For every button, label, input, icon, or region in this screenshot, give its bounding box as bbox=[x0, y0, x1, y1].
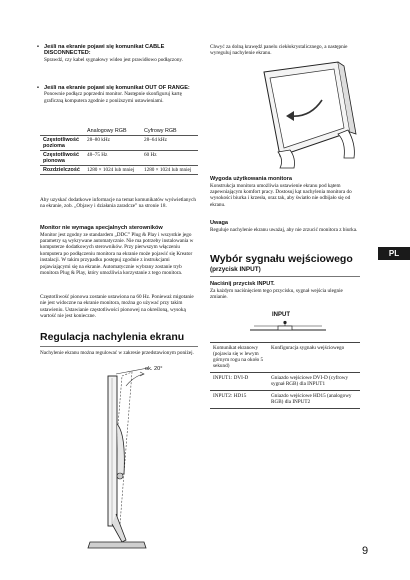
table-header-cell: Cyfrowy RGB bbox=[141, 127, 198, 136]
tilt-angle-label: ok. 20° bbox=[145, 366, 163, 372]
table-header-cell: Komunikat ekranowy (pojawia się w lewym górnym rogu na około 5 sekund) bbox=[210, 343, 268, 373]
table-cell: 1280 × 1024 lub mniej bbox=[84, 166, 141, 175]
cable-disconnected-title: Jeśli na ekranie pojawi się komunikat CABLE DISCONNECTED: bbox=[44, 44, 165, 57]
tilt-heading: Regulacja nachylenia ekranu bbox=[40, 331, 185, 343]
ddc-block bbox=[40, 225, 198, 276]
language-tab: PL bbox=[378, 247, 410, 260]
input-button-illustration bbox=[248, 320, 328, 336]
table-row-header: Częstotliwość pozioma bbox=[40, 136, 84, 151]
input-button-label: INPUT bbox=[272, 312, 290, 318]
note-text: Reguluje nachylenie ekranu uważaj, aby nie zrzucić monitora z biurka. bbox=[210, 226, 358, 233]
divider bbox=[40, 346, 198, 347]
table-cell: 28–64 kHz bbox=[141, 136, 198, 151]
cable-disconnected-block bbox=[44, 44, 196, 63]
table-cell: INPUT2: HD15 bbox=[210, 391, 268, 409]
table-row-header: Rozdzielczość bbox=[40, 166, 84, 175]
table-header-cell bbox=[40, 127, 84, 136]
out-of-range-text: Ponownie podłącz poprzedni monitor. Następnie skonfiguruj kartę graficzną komputera zgodnie z poniższymi ustawieniami. bbox=[44, 91, 182, 104]
ddc-text: Monitor jest zgodny ze standardem „DDC” Plug & Play i wszystkie jego parametry są wykrywane automatycznie. Nie ma potrzeby instalowania w komputerze dodatkowych sterowników. Przy pierwszym włączeniu komputera po podłączeniu monitora na ekranie może pojawić się Kreator instalacji. W takim przypadku postępuj zgodnie z instrukcjami pojawiającymi się na ekranie. Automatycznie wybrany zostanie tryb monitora Plug & Play, który umożliwia korzystanie z tego monitora. bbox=[40, 231, 194, 277]
press-input-title: Naciśnij przycisk INPUT. bbox=[210, 281, 275, 287]
input-heading: Wybór sygnału wejściowego bbox=[210, 253, 353, 265]
table-header-cell: Konfiguracja sygnału wejściowego bbox=[268, 343, 360, 373]
page-number: 9 bbox=[362, 545, 369, 557]
tilt-text: Nachylenie ekranu można regulować w zakresie przedstawionym poniżej. bbox=[40, 350, 194, 356]
bullet: • bbox=[37, 85, 39, 91]
ddc-title: Monitor nie wymaga specjalnych sterowników bbox=[40, 225, 163, 231]
table-cell: 1280 × 1024 lub mniej bbox=[141, 166, 198, 175]
messages-reference-text: Aby uzyskać dodatkowe informacje na temat komunikatów wyświetlanych na ekranie, zob. „Objawy i działania zaradcze” na stronie 18. bbox=[40, 197, 197, 210]
table-cell: Gniazdo wejściowe DVI-D (cyfrowy sygnał RGB) dla INPUT1 bbox=[268, 373, 360, 391]
table-cell: 48–75 Hz bbox=[84, 151, 141, 166]
table-header-row bbox=[210, 343, 360, 373]
usage-text: Konstrukcja monitora umożliwia ustawienie ekranu pod kątem zapewniającym komfort pracy. Dostosuj kąt nachylenia monitora do wysokości biurka i krzesła, oraz tak, aby światło nie odbijało się od ekranu. bbox=[210, 182, 352, 208]
hands-tilting-monitor-illustration bbox=[250, 60, 360, 170]
usage-title: Wygoda użytkowania monitora bbox=[210, 176, 292, 182]
monitor-side-tilt-illustration bbox=[60, 364, 200, 564]
table-cell: INPUT1: DVI-D bbox=[210, 373, 268, 391]
divider bbox=[210, 276, 360, 277]
cable-disconnected-text: Sprawdź, czy kabel sygnałowy wideo jest prawidłowo podłączony. bbox=[44, 56, 183, 63]
table-cell: 28–80 kHz bbox=[84, 136, 141, 151]
out-of-range-title: Jeśli na ekranie pojawi się komunikat OUT OF RANGE: bbox=[44, 85, 190, 91]
table-header-cell: Analogowy RGB bbox=[84, 127, 141, 136]
input-subheading: (przycisk INPUT) bbox=[210, 266, 261, 273]
input-signal-table bbox=[210, 342, 360, 409]
table-cell: 60 Hz bbox=[141, 151, 198, 166]
table-row-header: Częstotliwość pionowa bbox=[40, 151, 84, 166]
frequency-spec-table bbox=[40, 127, 198, 175]
press-input-block bbox=[210, 281, 360, 300]
table-row bbox=[40, 151, 198, 166]
table-cell: Gniazdo wejściowe HD15 (analogowy RGB) dla INPUT2 bbox=[268, 391, 360, 409]
tilt-instruction-text: Chwyć za dolną krawędź panelu ciekłokrystalicznego, a następnie wyreguluj nachylenie ekranu. bbox=[210, 44, 348, 57]
note-block bbox=[210, 220, 360, 233]
table-row bbox=[210, 391, 360, 409]
frequency-text: Częstotliwość pionowa zostanie ustawiona na 60 Hz. Ponieważ migotanie nie jest widoczne na ekranie monitora, można go używać przy takim ustawieniu. Ustawianie częstotliwości pionowej na określoną, wysoką wartość nie jest konieczne. bbox=[40, 294, 194, 320]
table-row bbox=[210, 373, 360, 391]
note-title: Uwaga bbox=[210, 220, 229, 226]
out-of-range-block bbox=[44, 85, 196, 104]
bullet: • bbox=[37, 44, 39, 50]
table-row bbox=[40, 166, 198, 175]
table-row bbox=[40, 136, 198, 151]
usage-block bbox=[210, 176, 360, 208]
press-input-text: Za każdym naciśnięciem tego przycisku, sygnał wejścia ulegnie zmianie. bbox=[210, 287, 343, 300]
table-header-row bbox=[40, 127, 198, 136]
